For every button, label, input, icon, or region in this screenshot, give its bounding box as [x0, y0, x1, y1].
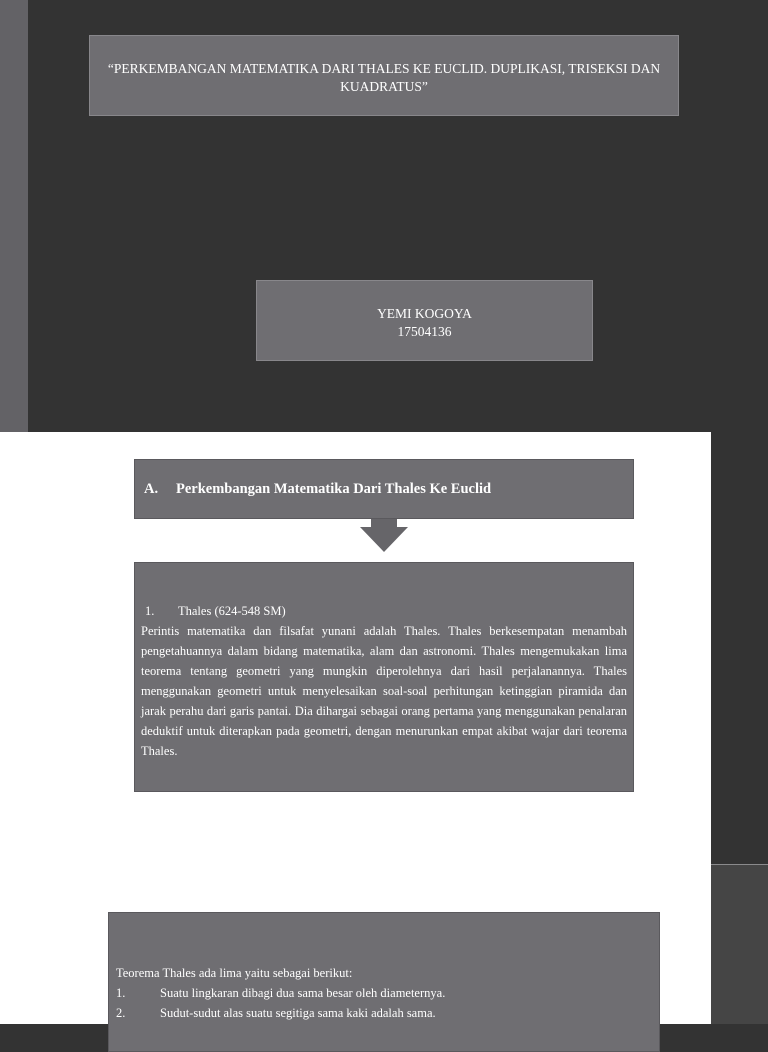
thales-number: 1. [145, 604, 155, 618]
section-heading: Perkembangan Matematika Dari Thales Ke Euclid [176, 481, 492, 497]
list-item [116, 983, 652, 1003]
author-box [256, 280, 593, 361]
section-heading-box [134, 459, 634, 519]
right-dark-strip [711, 432, 768, 865]
right-lower-strip [711, 865, 768, 1024]
teorema-intro: Teorema Thales ada lima yaitu sebagai berikut: [116, 966, 353, 980]
document-title: “PERKEMBANGAN MATEMATIKA DARI THALES KE EUCLID. DUPLIKASI, TRISEKSI DAN KUADRATUS” [107, 61, 661, 94]
list-item-number: 2. [116, 1006, 126, 1020]
author-name: YEMI KOGOYA [377, 306, 472, 321]
section-letter: A. [144, 481, 159, 497]
author-id: 17504136 [397, 324, 452, 339]
teorema-box [108, 912, 660, 1052]
list-item-number: 1. [116, 986, 126, 1000]
title-box [89, 35, 679, 116]
thales-box [134, 562, 634, 792]
list-item-text: Sudut-sudut alas suatu segitiga sama kaki adalah sama. [160, 1006, 436, 1020]
thales-heading-line [141, 601, 627, 621]
list-item [116, 1003, 652, 1023]
list-item-text: Suatu lingkaran dibagi dua sama besar oleh diameternya. [160, 986, 446, 1000]
left-accent-strip [0, 0, 28, 432]
thales-heading: Thales (624-548 SM) [178, 604, 286, 618]
thales-paragraph: Perintis matematika dan filsafat yunani adalah Thales. Thales berkesempatan menambah pengetahuannya dalam bidang matematika, alam dan astronomi. Thales mengemukakan lima teorema tentang geometri yang mungkin diperolehnya dari hasil perjalanannya. Thales menggunakan geometri untuk menyelesaikan soal-soal perhitungan ketinggian piramida dan jarak perahu dari garis pantai. Dia dihargai sebagai orang pertama yang menggunakan penalaran deduktif untuk diterapkan pada geometri, dengan menurunkan empat akibat wajar dari teorema Thales. [141, 624, 627, 758]
down-arrow-icon [360, 519, 408, 552]
